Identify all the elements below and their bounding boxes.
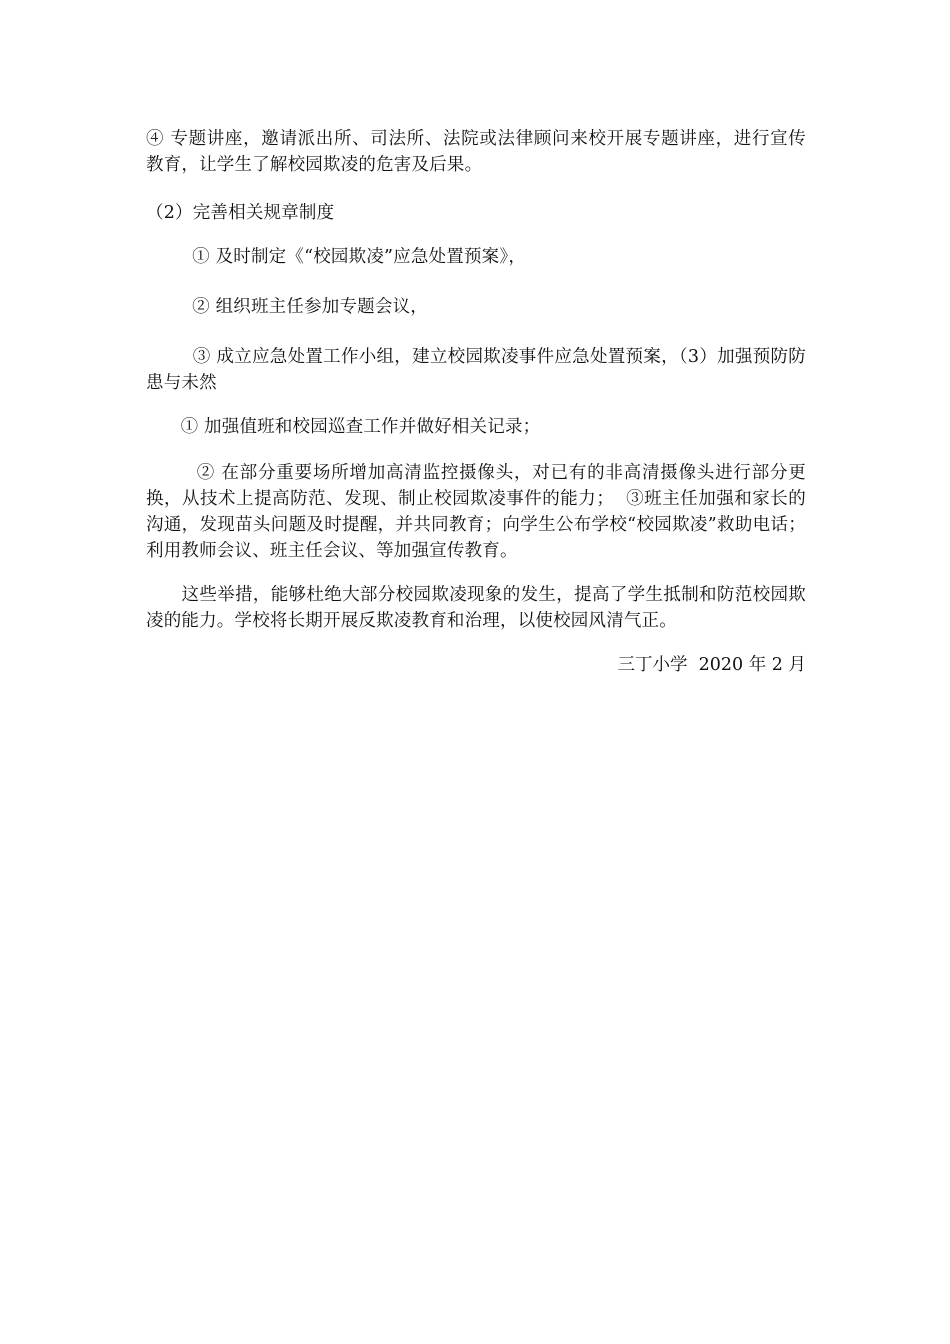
paragraph-item-2: ② 组织班主任参加专题会议， (146, 297, 428, 317)
paragraph-lecture: ④ 专题讲座，邀请派出所、司法所、法院或法律顾问来校开展专题讲座，进行宣传教育，让学生了解校园欺凌的危害及后果。 (146, 129, 806, 175)
paragraph-item-1: ① 及时制定《“校园欺凌”应急处置预案》， (146, 247, 527, 267)
signature: 三丁小学 2020 年 2 月 (617, 655, 806, 675)
paragraph-prevention-2: ② 在部分重要场所增加高清监控摄像头，对已有的非高清摄像头进行部分更换，从技术上提高防范、发现、制止校园欺凌事件的能力； ③班主任加强和家长的沟通，发现苗头问题及时提醒，并共同教育；向学生公布学校“校园欺凌”救助电话； 利用教师会议、班主任会议、等加强宣传教育。 (146, 463, 824, 561)
paragraph-prevention-1: ① 加强值班和校园巡查工作并做好相关记录； (146, 417, 541, 437)
paragraph-item-3: ③ 成立应急处置工作小组，建立校园欺凌事件应急处置预案，（3）加强预防防患与未然 (146, 347, 806, 393)
paragraph-heading-regulations: （2）完善相关规章制度 (146, 203, 335, 223)
paragraph-conclusion: 这些举措，能够杜绝大部分校园欺凌现象的发生，提高了学生抵制和防范校园欺凌的能力。学校将长期开展反欺凌教育和治理，以使校园风清气正。 (146, 585, 806, 631)
